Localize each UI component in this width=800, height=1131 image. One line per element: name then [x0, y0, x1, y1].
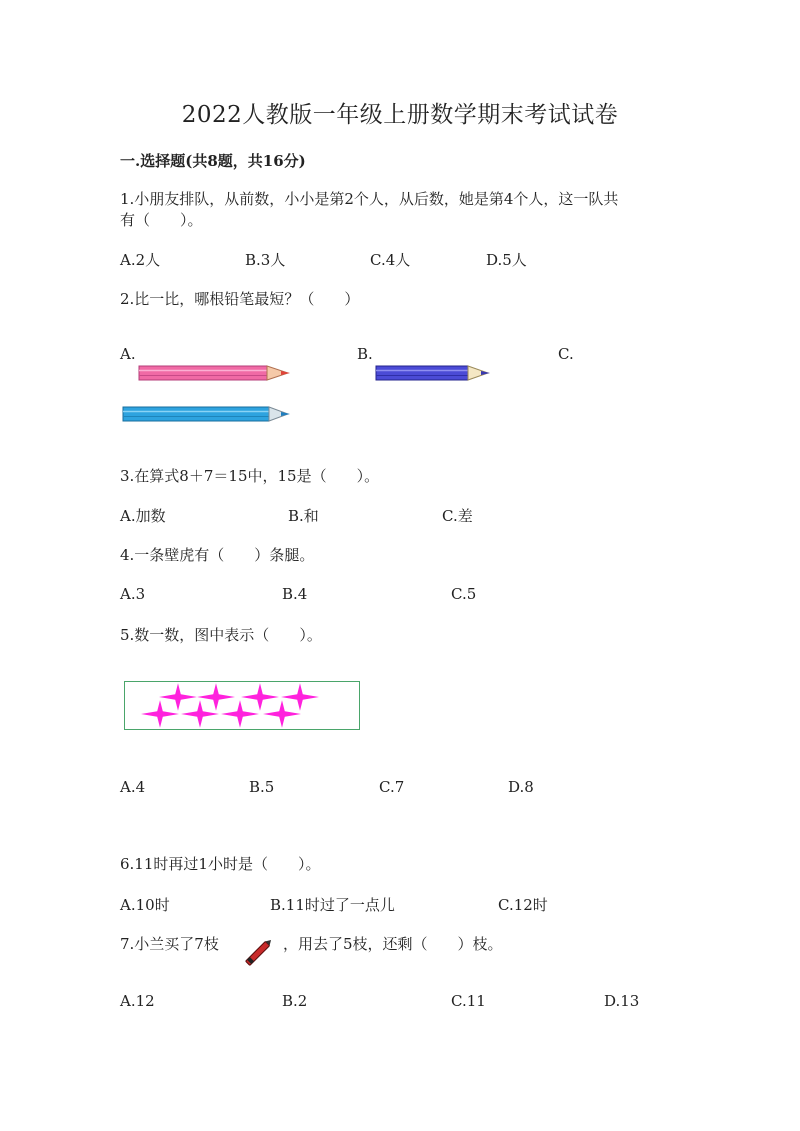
- question-3-option-b[interactable]: B.和: [288, 507, 319, 525]
- star-2: [197, 683, 235, 710]
- question-4-stem: 4.一条壁虎有（ ）条腿。: [120, 546, 315, 564]
- page-title: 2022人教版一年级上册数学期末考试试卷: [181, 102, 619, 128]
- question-1-stem-line2: 有（ ）。: [120, 211, 203, 229]
- star-4: [281, 683, 319, 710]
- star-1: [159, 683, 197, 710]
- star-5: [141, 700, 179, 727]
- question-5-option-c[interactable]: C.7: [379, 778, 405, 796]
- question-7-option-b[interactable]: B.2: [282, 992, 308, 1010]
- question-7-option-a[interactable]: A.12: [120, 992, 155, 1010]
- question-2-option-c[interactable]: C.: [558, 345, 574, 363]
- question-2-stem: 2.比一比，哪根铅笔最短？（ ）: [120, 290, 360, 308]
- question-7-option-d[interactable]: D.13: [604, 992, 640, 1010]
- question-7-stem-after: ，用去了5枝，还剩（ ）枝。: [283, 935, 503, 953]
- question-2-option-a[interactable]: A.: [120, 345, 136, 363]
- question-4-option-c[interactable]: C.5: [451, 585, 477, 603]
- question-4-option-a[interactable]: A.3: [120, 585, 146, 603]
- cyan-pencil-icon: [122, 405, 294, 423]
- red-pen-icon: [241, 935, 277, 969]
- question-6-option-a[interactable]: A.10时: [120, 896, 170, 914]
- stars-frame: [124, 681, 360, 730]
- star-7: [221, 700, 259, 727]
- blue-pencil-icon: [375, 364, 493, 382]
- question-5-option-a[interactable]: A.4: [120, 778, 146, 796]
- question-1-stem-line1: 1.小朋友排队，从前数，小小是第2个人，从后数，她是第4个人，这一队共: [120, 190, 619, 208]
- question-7-stem-before: 7.小兰买了7枝: [120, 935, 219, 953]
- question-7-option-c[interactable]: C.11: [451, 992, 486, 1010]
- section-heading: 一.选择题(共8题，共16分): [120, 152, 306, 170]
- question-1-option-b[interactable]: B.3人: [245, 251, 286, 269]
- question-5-option-d[interactable]: D.8: [508, 778, 534, 796]
- question-1-option-c[interactable]: C.4人: [370, 251, 411, 269]
- question-3-stem: 3.在算式8＋7＝15中，15是（ ）。: [120, 467, 380, 485]
- question-6-stem: 6.11时再过1小时是（ ）。: [120, 855, 321, 873]
- question-5-option-b[interactable]: B.5: [249, 778, 275, 796]
- question-6-option-b[interactable]: B.11时过了一点儿: [270, 896, 395, 914]
- question-4-option-b[interactable]: B.4: [282, 585, 308, 603]
- star-8: [263, 700, 301, 727]
- question-5-stem: 5.数一数，图中表示（ ）。: [120, 626, 322, 644]
- question-1-option-d[interactable]: D.5人: [486, 251, 527, 269]
- question-3-option-c[interactable]: C.差: [442, 507, 473, 525]
- question-3-option-a[interactable]: A.加数: [120, 507, 166, 525]
- question-6-option-c[interactable]: C.12时: [498, 896, 548, 914]
- star-3: [241, 683, 279, 710]
- pink-pencil-icon: [138, 364, 294, 382]
- question-2-option-b[interactable]: B.: [357, 345, 373, 363]
- question-1-option-a[interactable]: A.2人: [120, 251, 161, 269]
- star-6: [181, 700, 219, 727]
- stars-figure: [124, 681, 360, 730]
